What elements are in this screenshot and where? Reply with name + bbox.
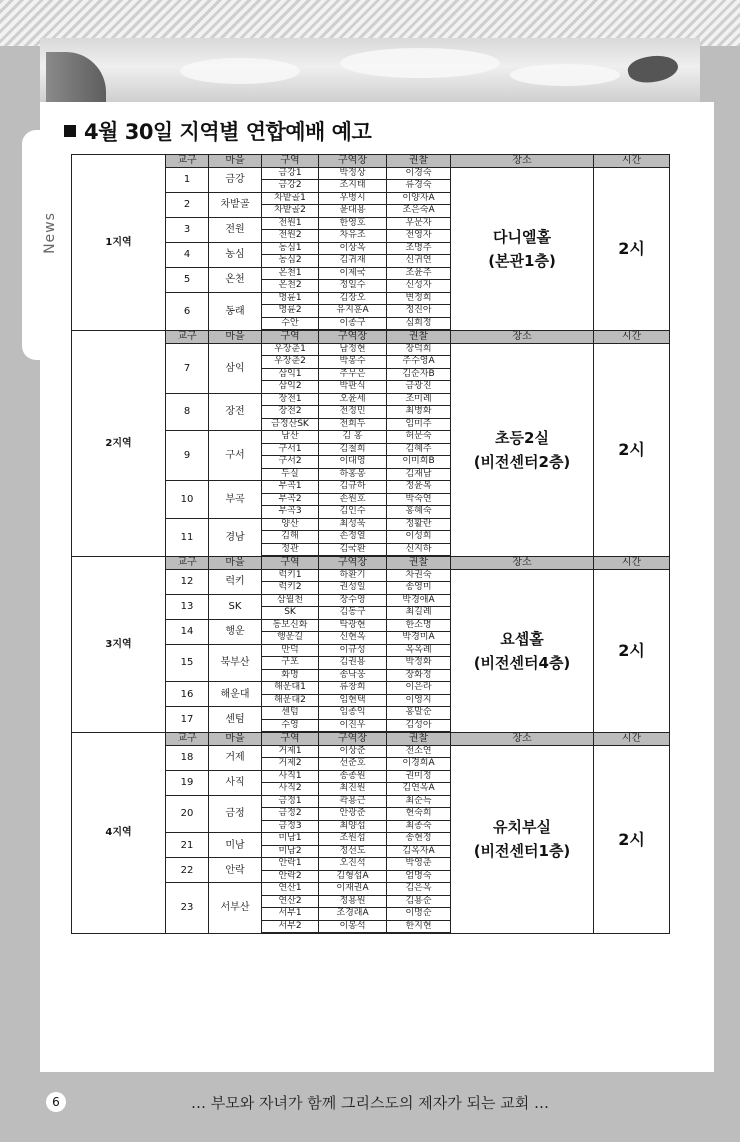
district-leader: 김국환 — [319, 543, 387, 556]
district-leader: 이상옥 — [319, 242, 387, 255]
exhorter: 변정희 — [387, 292, 451, 305]
district-leader: 조지태 — [319, 180, 387, 193]
exhorter: 조은숙A — [387, 205, 451, 218]
cloud-shape — [510, 64, 620, 86]
column-header: 장소 — [451, 732, 594, 745]
exhorter: 이은라 — [387, 682, 451, 695]
district: 사직1 — [262, 770, 319, 783]
district-leader: 오윤세 — [319, 393, 387, 406]
header-row — [72, 155, 670, 168]
district-leader: 이종구 — [319, 317, 387, 330]
exhorter: 이경숙 — [387, 167, 451, 180]
district-leader: 우병시 — [319, 192, 387, 205]
district: 정관 — [262, 543, 319, 556]
parish-number: 16 — [166, 682, 209, 707]
region-name: 2지역 — [72, 330, 166, 556]
page-number: 6 — [46, 1092, 66, 1112]
district-leader: 정선도 — [319, 845, 387, 858]
parish-number: 20 — [166, 795, 209, 833]
district: 농심1 — [262, 242, 319, 255]
exhorter: 홍혜숙 — [387, 506, 451, 519]
exhorter: 허문숙 — [387, 431, 451, 444]
exhorter: 김은옥 — [387, 883, 451, 896]
cloud-shape — [180, 58, 300, 84]
district: 거제1 — [262, 745, 319, 758]
exhorter: 이양자A — [387, 192, 451, 205]
district: 전원2 — [262, 230, 319, 243]
village-name: 금강 — [209, 167, 262, 192]
district: 명륜2 — [262, 305, 319, 318]
exhorter: 전영자 — [387, 230, 451, 243]
district: 구서2 — [262, 456, 319, 469]
village-name: 동래 — [209, 292, 262, 330]
header-row — [72, 330, 670, 343]
exhorter: 김혜주 — [387, 443, 451, 456]
exhorter: 송현정 — [387, 833, 451, 846]
exhorter: 심희정 — [387, 317, 451, 330]
exhorter: 정윤복 — [387, 481, 451, 494]
district-leader: 송낙웅 — [319, 669, 387, 682]
district: 서부2 — [262, 920, 319, 933]
exhorter: 최길례 — [387, 607, 451, 620]
service-time: 2시 — [594, 569, 670, 732]
table-body — [72, 155, 670, 934]
column-header: 시간 — [594, 732, 670, 745]
district-leader: 조원섭 — [319, 833, 387, 846]
district-leader: 최진원 — [319, 783, 387, 796]
map-silhouette-icon — [626, 51, 680, 87]
exhorter: 김옥자A — [387, 845, 451, 858]
column-header: 구역장 — [319, 330, 387, 343]
exhorter: 차권숙 — [387, 569, 451, 582]
exhorter: 류경숙 — [387, 180, 451, 193]
village-name: 온천 — [209, 267, 262, 292]
district-leader: 김인수 — [319, 506, 387, 519]
district: 온천2 — [262, 280, 319, 293]
parish-number: 7 — [166, 343, 209, 393]
exhorter: 홍말순 — [387, 707, 451, 720]
exhorter: 이명순 — [387, 908, 451, 921]
exhorter: 신성자 — [387, 280, 451, 293]
district-leader: 장수영 — [319, 594, 387, 607]
parish-number: 19 — [166, 770, 209, 795]
district-leader: 김동구 — [319, 607, 387, 620]
page-title — [64, 116, 371, 146]
column-header: 시간 — [594, 155, 670, 168]
district: 행운길 — [262, 632, 319, 645]
village-name: SK — [209, 594, 262, 619]
column-header: 구역장 — [319, 732, 387, 745]
village-name: 부곡 — [209, 481, 262, 519]
district: 남산 — [262, 431, 319, 444]
column-header: 구역장 — [319, 155, 387, 168]
district-leader: 차유조 — [319, 230, 387, 243]
column-header: 구역 — [262, 556, 319, 569]
district-leader: 김 홍 — [319, 431, 387, 444]
village-name: 서부산 — [209, 883, 262, 934]
district-leader: 김철희 — [319, 443, 387, 456]
district-leader: 김규하 — [319, 481, 387, 494]
venue — [451, 167, 594, 330]
venue-line: 요셉홀 — [500, 629, 544, 648]
district-leader: 김형섭A — [319, 870, 387, 883]
district-leader: 한영호 — [319, 217, 387, 230]
exhorter: 정활란 — [387, 518, 451, 531]
district-leader: 전희두 — [319, 418, 387, 431]
district-leader: 김장오 — [319, 292, 387, 305]
exhorter: 정진아 — [387, 305, 451, 318]
building-silhouette — [46, 52, 106, 102]
parish-number: 3 — [166, 217, 209, 242]
venue-line: 초등2실 — [495, 428, 549, 447]
column-header: 장소 — [451, 556, 594, 569]
column-header: 구역 — [262, 155, 319, 168]
exhorter: 한소명 — [387, 619, 451, 632]
column-header: 교구 — [166, 556, 209, 569]
service-time: 2시 — [594, 343, 670, 556]
square-bullet-icon — [64, 125, 76, 137]
district: 김해 — [262, 531, 319, 544]
exhorter: 이미희B — [387, 456, 451, 469]
section-tab — [22, 130, 58, 360]
parish-number: 18 — [166, 745, 209, 770]
village-name: 거제 — [209, 745, 262, 770]
village-name: 행운 — [209, 619, 262, 644]
district-leader: 최양섭 — [319, 820, 387, 833]
district: 해운대1 — [262, 682, 319, 695]
exhorter: 김재남 — [387, 468, 451, 481]
service-time: 2시 — [594, 745, 670, 933]
exhorter: 조명주 — [387, 242, 451, 255]
venue — [451, 569, 594, 732]
exhorter: 현숙희 — [387, 808, 451, 821]
exhorter: 최종숙 — [387, 820, 451, 833]
district-leader: 하환기 — [319, 569, 387, 582]
worship-schedule-table — [71, 154, 670, 934]
exhorter: 우문자 — [387, 217, 451, 230]
exhorter: 최순득 — [387, 795, 451, 808]
district: SK — [262, 607, 319, 620]
district: 부곡1 — [262, 481, 319, 494]
column-header: 마을 — [209, 556, 262, 569]
region-name: 4지역 — [72, 732, 166, 933]
district: 만덕 — [262, 644, 319, 657]
district: 장전2 — [262, 406, 319, 419]
parish-number: 1 — [166, 167, 209, 192]
district-leader: 박봉수 — [319, 356, 387, 369]
district-leader: 곽용근 — [319, 795, 387, 808]
exhorter: 장화정 — [387, 669, 451, 682]
district-leader: 김권용 — [319, 657, 387, 670]
column-header: 구역장 — [319, 556, 387, 569]
district-leader: 윤대용 — [319, 205, 387, 218]
column-header: 장소 — [451, 330, 594, 343]
exhorter: 박경애A — [387, 594, 451, 607]
region-name: 3지역 — [72, 556, 166, 732]
district: 우장춘1 — [262, 343, 319, 356]
village-name: 해운대 — [209, 682, 262, 707]
header-banner-image — [40, 38, 700, 102]
venue-line: (비전센터2층) — [473, 452, 571, 471]
parish-number: 15 — [166, 644, 209, 682]
district: 안락2 — [262, 870, 319, 883]
venue — [451, 343, 594, 556]
column-header: 마을 — [209, 155, 262, 168]
district: 차밭골1 — [262, 192, 319, 205]
exhorter: 신지하 — [387, 543, 451, 556]
parish-number: 17 — [166, 707, 209, 733]
district: 수영 — [262, 719, 319, 732]
district-leader: 손정열 — [319, 531, 387, 544]
district-leader: 이진우 — [319, 719, 387, 732]
exhorter: 금광진 — [387, 381, 451, 394]
district: 양산 — [262, 518, 319, 531]
district: 서부1 — [262, 908, 319, 921]
district-leader: 하홍봉 — [319, 468, 387, 481]
district-leader: 김귀재 — [319, 255, 387, 268]
exhorter: 전소연 — [387, 745, 451, 758]
venue-line: 다니엘홀 — [493, 227, 551, 246]
district-leader: 주무은 — [319, 368, 387, 381]
exhorter: 이경희A — [387, 758, 451, 771]
exhorter: 박정화 — [387, 657, 451, 670]
exhorter: 조윤주 — [387, 267, 451, 280]
exhorter: 옥옥례 — [387, 644, 451, 657]
village-name: 차밭골 — [209, 192, 262, 217]
district-leader: 류창희 — [319, 682, 387, 695]
district: 센텀 — [262, 707, 319, 720]
village-name: 사직 — [209, 770, 262, 795]
footer-motto: … 부모와 자녀가 함께 그리스도의 제자가 되는 교회 … — [191, 1094, 549, 1112]
parish-number: 23 — [166, 883, 209, 934]
district: 장전1 — [262, 393, 319, 406]
district: 수안 — [262, 317, 319, 330]
section-tab-label: News — [42, 212, 58, 254]
district-leader: 신현옥 — [319, 632, 387, 645]
district: 미남2 — [262, 845, 319, 858]
district: 안락1 — [262, 858, 319, 871]
district: 구서1 — [262, 443, 319, 456]
district-leader: 이상준 — [319, 745, 387, 758]
header-row — [72, 732, 670, 745]
parish-number: 8 — [166, 393, 209, 431]
district-leader: 정일수 — [319, 280, 387, 293]
parish-number: 6 — [166, 292, 209, 330]
column-header: 교구 — [166, 155, 209, 168]
district-leader: 조경래A — [319, 908, 387, 921]
exhorter: 김연옥A — [387, 783, 451, 796]
venue-line: (비전센터4층) — [473, 653, 571, 672]
district-leader: 이제국 — [319, 267, 387, 280]
district-leader: 남정현 — [319, 343, 387, 356]
exhorter: 엄명숙 — [387, 870, 451, 883]
district: 농심2 — [262, 255, 319, 268]
exhorter: 김성아 — [387, 719, 451, 732]
region-name: 1지역 — [72, 155, 166, 331]
district: 럭키2 — [262, 582, 319, 595]
exhorter: 김순자B — [387, 368, 451, 381]
district-leader: 이대영 — [319, 456, 387, 469]
exhorter: 임미주 — [387, 418, 451, 431]
column-header: 장소 — [451, 155, 594, 168]
column-header: 교구 — [166, 330, 209, 343]
district-leader: 안광준 — [319, 808, 387, 821]
village-name: 금정 — [209, 795, 262, 833]
district: 부곡3 — [262, 506, 319, 519]
district: 삼월천 — [262, 594, 319, 607]
village-name: 럭키 — [209, 569, 262, 594]
district: 부곡2 — [262, 493, 319, 506]
exhorter: 이성희 — [387, 531, 451, 544]
village-name: 전원 — [209, 217, 262, 242]
district-leader: 선준호 — [319, 758, 387, 771]
district: 사직2 — [262, 783, 319, 796]
service-time: 2시 — [594, 167, 670, 330]
district: 삼익2 — [262, 381, 319, 394]
district: 금정3 — [262, 820, 319, 833]
parish-number: 12 — [166, 569, 209, 594]
district-leader: 권성일 — [319, 582, 387, 595]
village-name: 장전 — [209, 393, 262, 431]
district-leader: 최성욱 — [319, 518, 387, 531]
district: 온천1 — [262, 267, 319, 280]
village-name: 미남 — [209, 833, 262, 858]
parish-number: 5 — [166, 267, 209, 292]
column-header: 시간 — [594, 330, 670, 343]
district: 금정산SK — [262, 418, 319, 431]
exhorter: 박영춘 — [387, 858, 451, 871]
column-header: 구역 — [262, 732, 319, 745]
exhorter: 김용순 — [387, 895, 451, 908]
district-leader: 전정민 — [319, 406, 387, 419]
exhorter: 주수영A — [387, 356, 451, 369]
exhorter: 박경미A — [387, 632, 451, 645]
district: 연산1 — [262, 883, 319, 896]
header-row — [72, 556, 670, 569]
district: 해운대2 — [262, 694, 319, 707]
village-name: 구서 — [209, 431, 262, 481]
district-leader: 박정상 — [319, 167, 387, 180]
cloud-shape — [340, 48, 500, 78]
district-leader: 송종원 — [319, 770, 387, 783]
exhorter: 송영미 — [387, 582, 451, 595]
district-leader: 이봉석 — [319, 920, 387, 933]
district: 동보신화 — [262, 619, 319, 632]
venue — [451, 745, 594, 933]
exhorter: 이영지 — [387, 694, 451, 707]
venue-line: 유치부실 — [493, 818, 551, 836]
exhorter: 권미정 — [387, 770, 451, 783]
column-header: 교구 — [166, 732, 209, 745]
exhorter: 장덕희 — [387, 343, 451, 356]
venue-line: (비전센터1층) — [473, 842, 571, 860]
exhorter: 조미례 — [387, 393, 451, 406]
village-name: 삼익 — [209, 343, 262, 393]
column-header: 마을 — [209, 732, 262, 745]
parish-number: 10 — [166, 481, 209, 519]
parish-number: 11 — [166, 518, 209, 556]
district-leader: 박판식 — [319, 381, 387, 394]
district-leader: 탁광현 — [319, 619, 387, 632]
district: 금정1 — [262, 795, 319, 808]
district: 차밭골2 — [262, 205, 319, 218]
district-leader: 오진석 — [319, 858, 387, 871]
page-title-text: 4월 30일 지역별 연합예배 예고 — [84, 120, 372, 144]
district: 우장춘2 — [262, 356, 319, 369]
district: 거제2 — [262, 758, 319, 771]
district: 삼익1 — [262, 368, 319, 381]
column-header: 구역 — [262, 330, 319, 343]
village-name: 북부산 — [209, 644, 262, 682]
district: 화명 — [262, 669, 319, 682]
village-name: 경남 — [209, 518, 262, 556]
venue-line: (본관1층) — [488, 251, 556, 270]
parish-number: 2 — [166, 192, 209, 217]
exhorter: 최병화 — [387, 406, 451, 419]
parish-number: 13 — [166, 594, 209, 619]
district-leader: 임종익 — [319, 707, 387, 720]
column-header: 권찰 — [387, 556, 451, 569]
column-header: 권찰 — [387, 330, 451, 343]
district: 럭키1 — [262, 569, 319, 582]
district: 연산2 — [262, 895, 319, 908]
exhorter: 한지현 — [387, 920, 451, 933]
district: 구포 — [262, 657, 319, 670]
district: 전원1 — [262, 217, 319, 230]
column-header: 권찰 — [387, 732, 451, 745]
column-header: 마을 — [209, 330, 262, 343]
parish-number: 4 — [166, 242, 209, 267]
district-leader: 유지훈A — [319, 305, 387, 318]
district: 두실 — [262, 468, 319, 481]
district-leader: 이규성 — [319, 644, 387, 657]
district: 미남1 — [262, 833, 319, 846]
column-header: 시간 — [594, 556, 670, 569]
district-leader: 임현택 — [319, 694, 387, 707]
district: 금정2 — [262, 808, 319, 821]
district: 금강1 — [262, 167, 319, 180]
district: 명륜1 — [262, 292, 319, 305]
district-leader: 이재권A — [319, 883, 387, 896]
village-name: 센텀 — [209, 707, 262, 733]
parish-number: 14 — [166, 619, 209, 644]
village-name: 농심 — [209, 242, 262, 267]
column-header: 권찰 — [387, 155, 451, 168]
exhorter: 신귀연 — [387, 255, 451, 268]
exhorter: 박숙연 — [387, 493, 451, 506]
parish-number: 21 — [166, 833, 209, 858]
district-leader: 정용원 — [319, 895, 387, 908]
district: 금강2 — [262, 180, 319, 193]
parish-number: 9 — [166, 431, 209, 481]
district-leader: 손원호 — [319, 493, 387, 506]
village-name: 안락 — [209, 858, 262, 883]
parish-number: 22 — [166, 858, 209, 883]
